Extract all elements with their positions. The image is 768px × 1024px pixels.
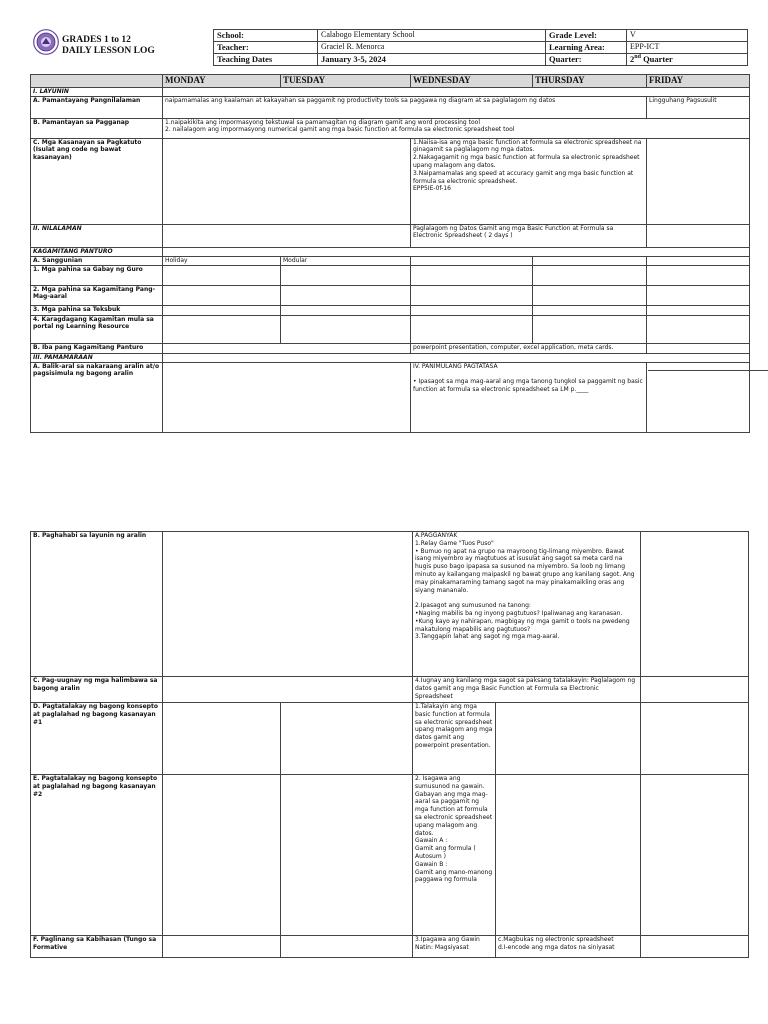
day-friday: FRIDAY [647,75,750,88]
gabay-label: 1. Mga pahina sa Gabay ng Guro [31,265,163,285]
day-wednesday: WEDNESDAY [411,75,533,88]
pamantayang-friday: Lingguhang Pagsusulit [647,96,750,118]
iba-label: B. Iba pang Kagamitang Panturo [31,343,163,353]
sanggunian-label: A. Sanggunian [31,256,163,265]
area-value: EPP-ICT [627,42,748,54]
pagganap-text: 1.naipakikita ang impormasyong tekstuwal sa pamamagitan ng diagram gamit ang word processing tool 2. nailalagom ang impormasyong numerical gamit ang mga basic function at formula sa electronic spreadsheet tool [163,118,750,138]
area-label: Learning Area: [546,42,627,54]
section-kagamitan: KAGAMITANG PANTURO [31,247,163,256]
dates-value: January 3-5, 2024 [318,54,546,66]
dates-label: Teaching Dates [214,54,318,66]
paghahabi-label: B. Paghahabi sa layunin ng aralin [31,532,163,677]
iba-text: powerpoint presentation, computer, excel application, meta cards. [411,343,647,353]
mag-aaral-label: 2. Mga pahina sa Kagamitang Pang-Mag-aaral [31,285,163,305]
grade-label: Grade Level: [546,30,627,42]
pamantayang-text: naipamamalas ang kaalaman at kakayahan sa paggamit ng productivity tools sa paggawa ng diagram at sa paglalagom ng datos [163,96,647,118]
deped-seal-icon [33,29,59,55]
school-value: Calabogo Elementary School [318,30,546,42]
sanggunian-monday: Holiday [163,256,281,265]
lesson-table-page2 [30,531,749,958]
pamantayang-label: A. Pamantayang Pangnilalaman [31,96,163,118]
day-thursday: THURSDAY [533,75,647,88]
pag-uugnay-label: C. Pag-uugnay ng mga halimbawa sa bagong aralin [31,677,163,703]
f-label: F. Paglinang sa Kabihasan (Tungo sa Formative [31,936,163,958]
section-nilalaman: II. NILALAMAN [31,224,163,247]
kasanayan-text: 1.Naiisa-isa ang mga basic function at formula sa electronic spreadsheet na ginagamit sa paglalagom ng mga datos. 2.Nakagagamit ng mga basic function at formula sa electronic spreadsheet upang malagom ang datos. 3.Naipamamalas ang speed at accuracy gamit ang mga basic function at formula sa electronic spreadsheet. EPP5IE-0f-16 [411,138,647,224]
day-tuesday: TUESDAY [281,75,411,88]
d-text: 1.Talakayin ang mga basic function at formula sa electronic spreadsheet upang malagom ang mga datos gamit ang powerpoint presentation. [413,703,496,775]
karagdagang-label: 4. Karagdagang Kagamitan mula sa portal ng Learning Resource [31,315,163,343]
school-label: School: [214,30,318,42]
stray-line [648,370,768,371]
teksbuk-label: 3. Mga pahina sa Teksbuk [31,305,163,315]
sanggunian-tuesday: Modular [281,256,411,265]
school-info-table [213,29,748,66]
quarter-label: Quarter: [546,54,627,66]
title-line1: GRADES 1 to 12 [62,35,131,45]
pag-uugnay-text: 4.Iugnay ang kanilang mga sagot sa paksang tatalakayin: Paglalagom ng datos gamit ang mga Basic Function at Formula sa Electronic Spreadsheet [413,677,641,703]
paghahabi-text: A.PAGGANYAK 1.Relay Game "Tuos Puso" • Bumuo ng apat na grupo na mayroong tig-limang miyembro. Bawat isang miyembro ay magtutuos at isusulat ang sagot sa meta card na hugis puso bago ipapasa sa susunod na miyembro. Sa loob ng limang minuto ay kailangang maipaskil ng bawat grupo ang kanilang sagot. Ang may pinakamaraming tamang sagot na may pinakamaikling oras ang siyang mananalo. 2.Ipasagot ang sumusunod na tanong: •Naging mabilis ba ng inyong pagtutuos? Ipaliwanag ang karanasan. •Kung kayo ay nahirapan, magbigay ng mga gamit o tools na pwedeng makatulong mapabilis ang pagtutuos? 3.Tanggapin lahat ang sagot ng mga mag-aaral. [413,532,641,677]
d-label: D. Pagtatalakay ng bagong konsepto at paglalahad ng bagong kasanayan #1 [31,703,163,775]
grade-value: V [627,30,748,42]
e-label: E. Pagtatalakay ng bagong konsepto at paglalahad ng bagong kasanayan #2 [31,775,163,936]
f-thursday: c.Magbukas ng electronic spreadsheet d.I-encode ang mga datos na siniyasat [496,936,641,958]
quarter-value: 2nd Quarter [627,54,748,66]
lesson-table-page1 [30,74,750,433]
balik-label: A. Balik-aral sa nakaraang aralin at/o pagsisimula ng bagong aralin [31,362,163,432]
corner-cell [31,75,163,88]
nilalaman-text: Paglalagom ng Datos Gamit ang mga Basic Function at Formula sa Electronic Spreadsheet ( 2 days ) [411,224,647,247]
section-layunin: I. LAYUNIN [31,87,163,96]
pagganap-label: B. Pamantayan sa Pagganap [31,118,163,138]
section-pamamaraan: III. PAMAMARAAN [31,353,163,362]
title-line2: DAILY LESSON LOG [62,46,155,56]
balik-text: IV. PANIMULANG PAGTATASA • Ipasagot sa mga mag-aaral ang mga tanong tungkol sa paggamit ng basic function at formula sa electronic spreadsheet sa LM p.____ [411,362,647,432]
f-text: 3.Ipagawa ang Gawin Natin: Magsiyasat [413,936,496,958]
teacher-value: Graciel R. Menorca [318,42,546,54]
e-text: 2. Isagawa ang sumusunod na gawain. Gabayan ang mga mag-aaral sa paggamit ng mga function at formula sa electronic spreadsheet upang malagom ang datos. Gawain A : Gamit ang formula ( Autosum ) Gawain B : Gamit ang mano-manong paggawa ng formula [413,775,496,936]
kasanayan-label: C. Mga Kasanayan sa Pagkatuto (Isulat ang code ng bawat kasanayan) [31,138,163,224]
day-monday: MONDAY [163,75,281,88]
teacher-label: Teacher: [214,42,318,54]
